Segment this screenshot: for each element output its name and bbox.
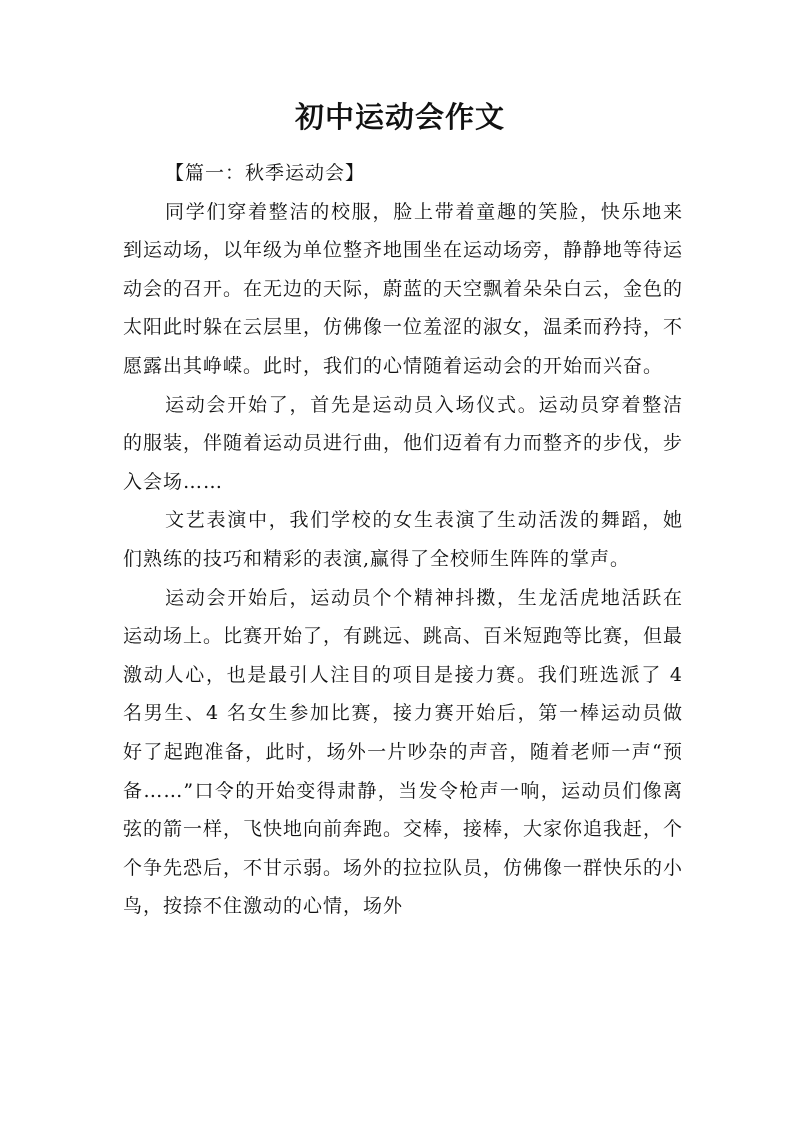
paragraph-3: 文艺表演中，我们学校的女生表演了生动活泼的舞蹈，她们熟练的技巧和精彩的表演,赢得了全校师生阵阵的掌声。 (123, 509, 683, 570)
section-heading: 【篇一：秋季运动会】 (165, 162, 366, 184)
paragraph-1: 同学们穿着整洁的校服，脸上带着童趣的笑脸，快乐地来到运动场，以年级为单位整齐地围坐在运动场旁，静静地等待运动会的召开。在无边的天际，蔚蓝的天空飘着朵朵白云，金色的太阳此时躲在云层里，仿佛像一位羞涩的淑女，温柔而矜持，不愿露出其峥嵘。此时，我们的心情随着运动会的开始而兴奋。 (123, 200, 684, 377)
document-title: 初中运动会作文 (294, 100, 505, 134)
document-body (123, 154, 683, 926)
paragraph-2: 运动会开始了，首先是运动员入场仪式。运动员穿着整洁的服装，伴随着运动员进行曲，他们迈着有力而整齐的步伐，步入会场…… (123, 393, 684, 493)
paragraph-4: 运动会开始后，运动员个个精神抖擞，生龙活虎地活跃在运动场上。比赛开始了，有跳远、跳高、百米短跑等比赛，但最激动人心，也是最引人注目的项目是接力赛。我们班选派了 4 名男生、4 名女生参加比赛，接力赛开始后，第一棒运动员做好了起跑准备，此时，场外一片吵杂的声音，随着老师一声“预备……”口令的开始变得肃静，当发令枪声一响，运动员们像离弦的箭一样，飞快地向前奔跑。交棒，接棒，大家你追我赶，个个争先恐后，不甘示弱。场外的拉拉队员，仿佛像一群快乐的小鸟，按捺不住激动的心情，场外 (123, 586, 684, 918)
